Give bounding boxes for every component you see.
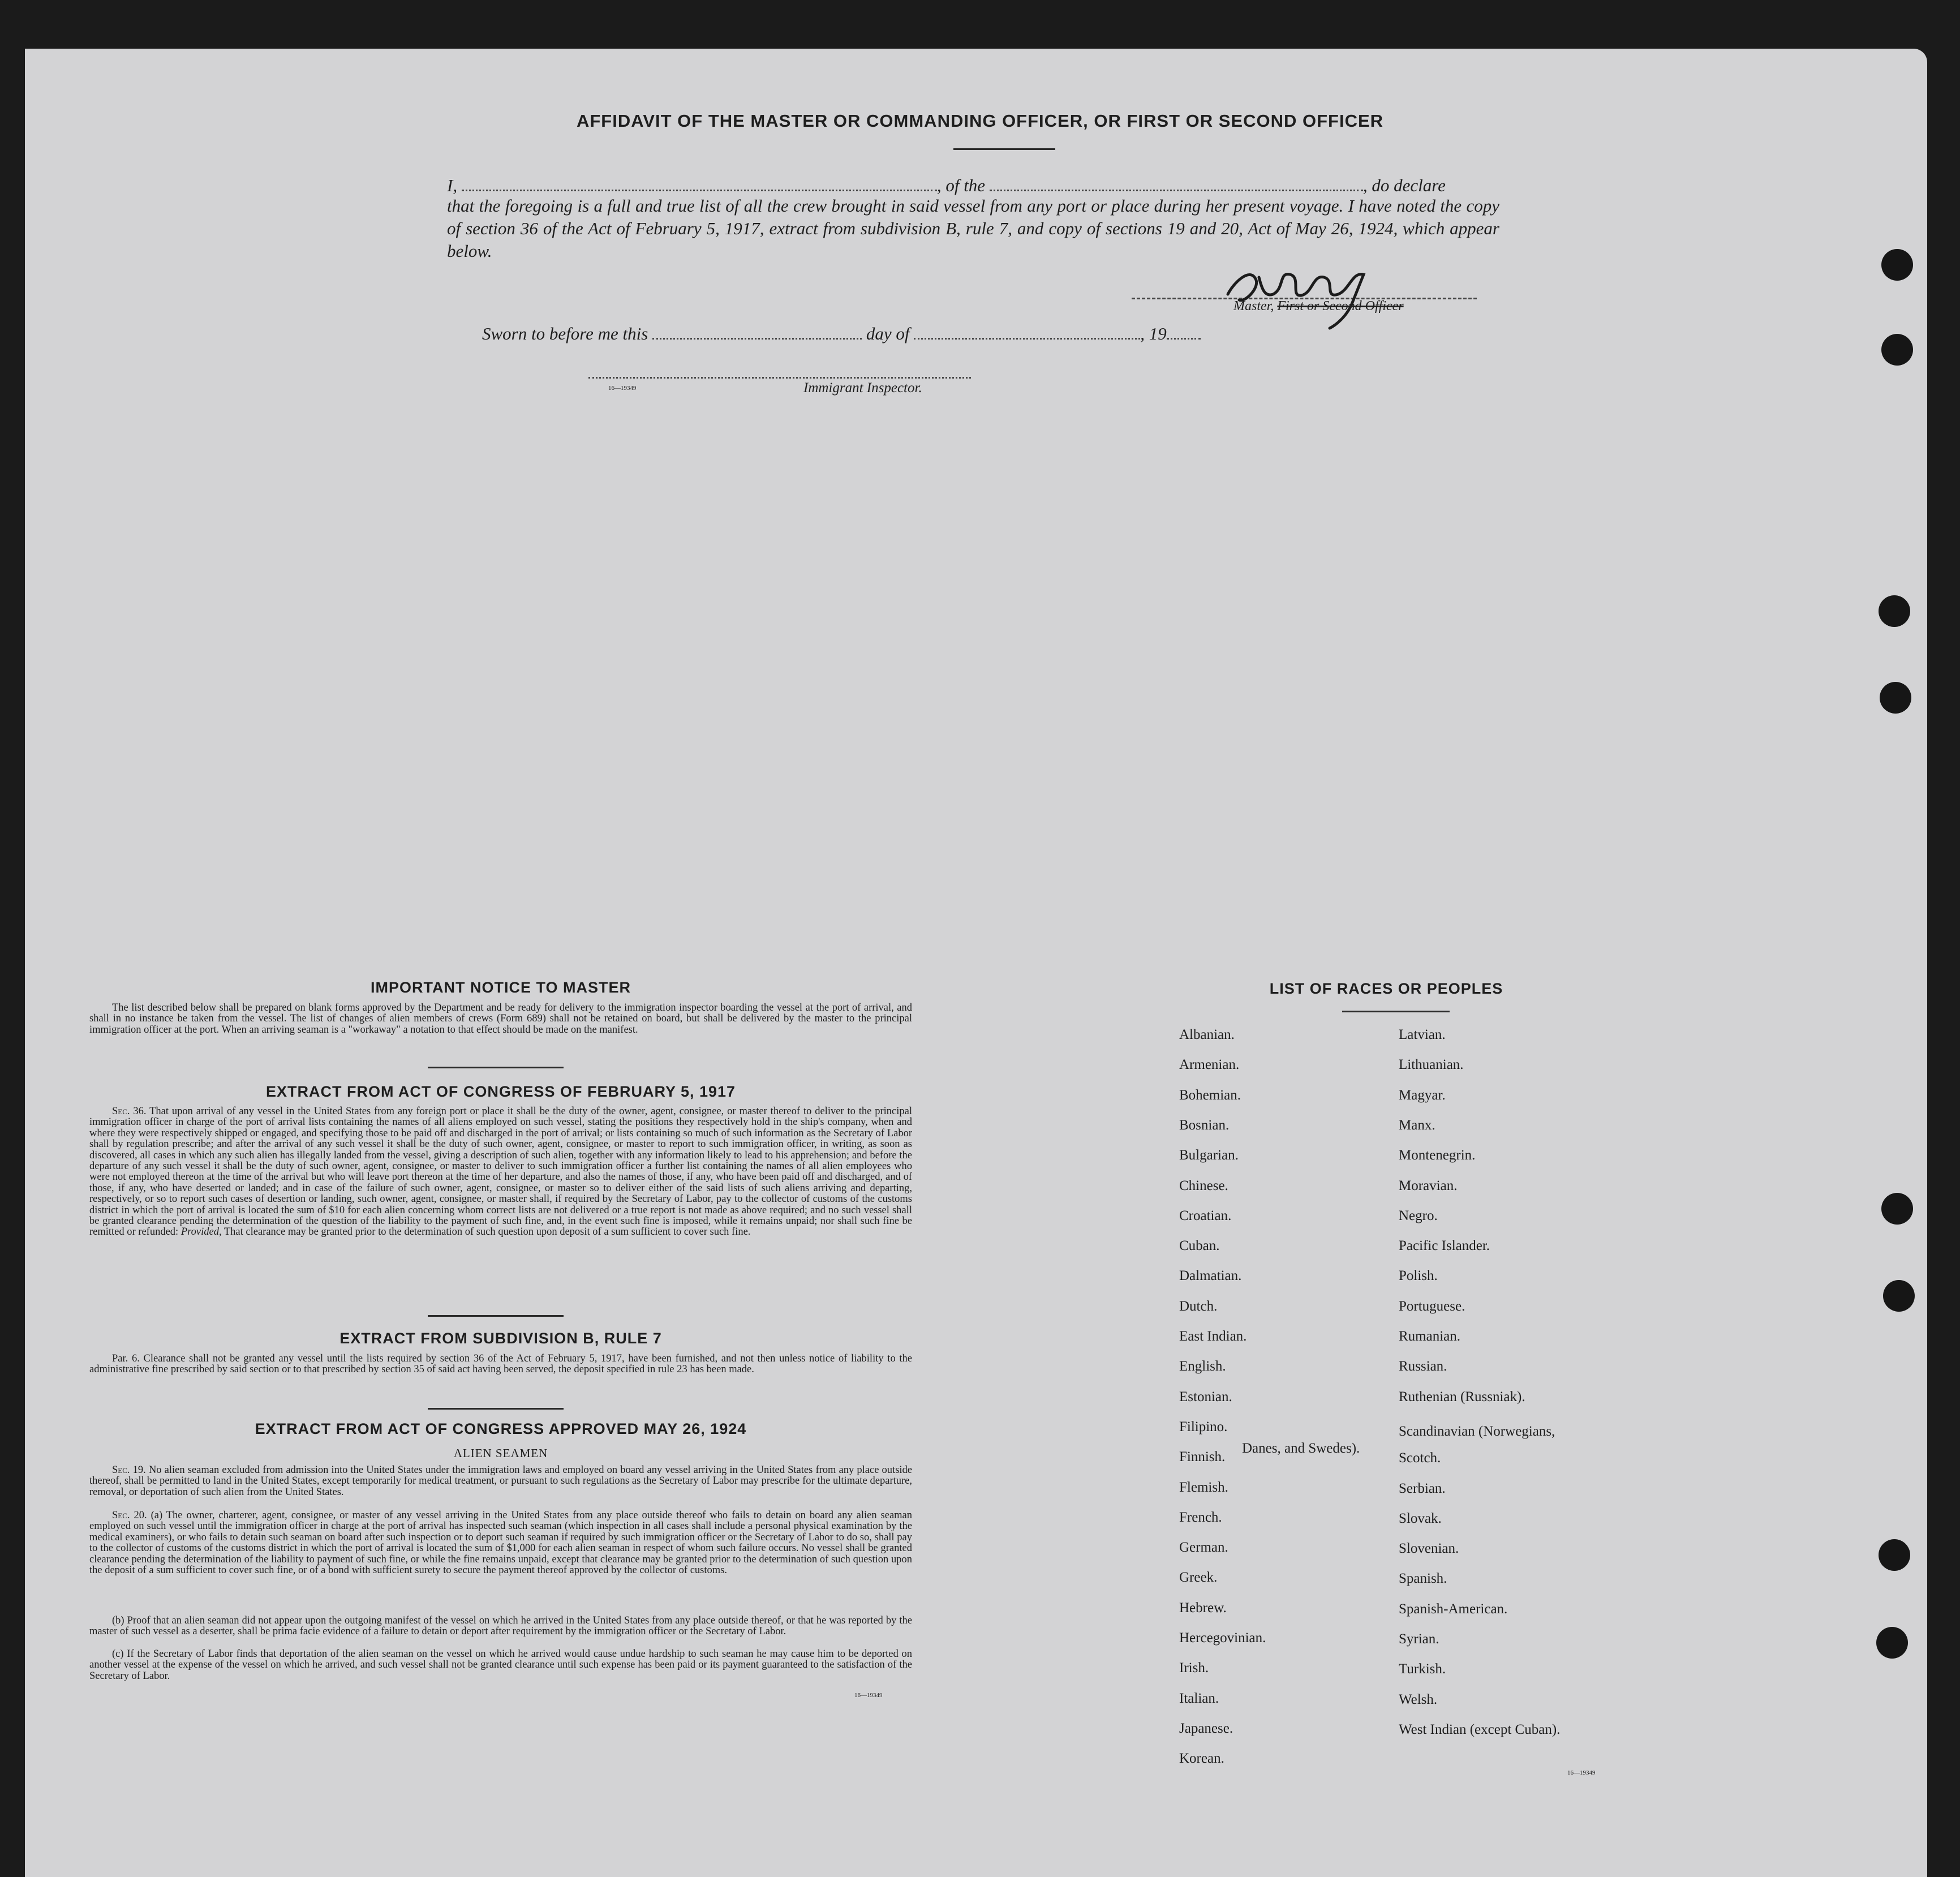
race-item: Croatian.	[1179, 1208, 1232, 1223]
master-signature	[1211, 249, 1398, 334]
extract-1917-title: EXTRACT FROM ACT OF CONGRESS OF FEBRUARY 5, 1917	[265, 1083, 736, 1100]
race-item: Turkish.	[1399, 1661, 1446, 1677]
race-item: Dutch.	[1179, 1298, 1218, 1314]
race-item: Slovak.	[1399, 1510, 1442, 1526]
race-item: Welsh.	[1399, 1691, 1438, 1707]
race-item: Moravian.	[1399, 1178, 1458, 1193]
binder-hole	[1881, 249, 1913, 281]
extract-1924-title: EXTRACT FROM ACT OF CONGRESS APPROVED MAY 26, 1924	[255, 1420, 747, 1437]
race-item: Japanese.	[1179, 1720, 1233, 1736]
race-item: Slovenian.	[1399, 1541, 1459, 1557]
affidavit-of-the: , of the	[936, 175, 986, 195]
race-item: Portuguese.	[1399, 1298, 1465, 1314]
alien-seamen-subtitle: ALIEN SEAMEN	[453, 1446, 548, 1460]
race-item: Italian.	[1179, 1690, 1219, 1706]
race-item: Greek.	[1179, 1570, 1218, 1586]
race-item: Serbian.	[1399, 1480, 1446, 1496]
sworn-line	[482, 324, 1201, 344]
race-item: Finnish.	[1179, 1449, 1226, 1465]
vessel-name-blank[interactable]	[990, 190, 1363, 191]
race-item: Lithuanian.	[1399, 1057, 1464, 1073]
race-item: Rumanian.	[1399, 1329, 1461, 1344]
race-item: Chinese.	[1179, 1178, 1228, 1193]
race-item: Spanish-American.	[1399, 1601, 1508, 1617]
races-form-number: 16—19349	[1567, 1769, 1596, 1776]
affidavit-do-declare: , do declare	[1362, 175, 1446, 195]
race-item: Hebrew.	[1179, 1600, 1227, 1616]
races-title: LIST OF RACES OR PEOPLES	[1269, 980, 1503, 997]
affidavit-i: I,	[447, 175, 458, 195]
race-item: Spanish.	[1399, 1571, 1447, 1587]
sec36-text: That upon arrival of any vessel in the United States from any foreign port or place it shall be the duty of the owner, agent, consignee, or master thereof to deliver to the principal immigration officer in charge of the port of arrival lists containing the names of all aliens employed on such vessel, stating the positions they respectively hold in the ship's company, when and where they were respectively shipped or engaged, and specifying those to be paid off and discharged in the port of arrival; or lists containing so much of such information as the Secretary of Labor shall by regulation prescribe; and after the arrival of any such vessel it shall be the duty of such owner, agent, consignee, or master to report to such immigration officer, in writing, as soon as discovered, all cases in which any such alien has illegally landed from the vessel, giving a description of such alien, together with any information likely to lead to his apprehension; and before the departure of any such vessel it shall be the duty of such owner, agent, consignee, or master to deliver to such immigration officer a further list containing the names of all alien employees who were not employed thereon at the time of the arrival but who will leave port thereon at the time of her departure, and also the names of those, if any, who have been paid off and discharged, and of those, if any, who have deserted or landed; and in case of the failure of such owner, agent, consignee, or master so to deliver either of the said lists of such aliens arriving and departing, respectively, or so to report such cases of desertion or landing, such owner, agent, consignee, or master shall, if required by the Secretary of Labor, pay to the collector of customs of the customs district in which the port of arrival is located the sum of $10 for each alien concerning whom correct lists are not delivered or a true report is not made as above required; and no such vessel shall be granted clearance pending the determination of the question of the liability to the payment of such fine, and, in the event such fine is imposed, while it remains unpaid; nor shall such fine be remitted or refunded:	[89, 1106, 912, 1238]
affidavit-form-number: 16—19349	[608, 385, 637, 392]
sec36-proviso: That clearance may be granted prior to the determination of such question upon deposit of a sum sufficient to cover such fine.	[223, 1226, 751, 1238]
race-item: Estonian.	[1179, 1389, 1232, 1404]
race-item: Danes, and Swedes).	[1242, 1440, 1360, 1456]
section-divider	[428, 1315, 564, 1317]
signature-caption	[1233, 299, 1404, 314]
race-item: East Indian.	[1179, 1329, 1247, 1344]
section-divider	[428, 1408, 564, 1410]
extract-1917-text	[89, 1106, 912, 1238]
race-item: Syrian.	[1399, 1631, 1439, 1647]
binder-hole	[1883, 1280, 1915, 1312]
notice-form-number: 16—19349	[854, 1692, 883, 1699]
signature-struck-role: First or Second Officer	[1277, 299, 1404, 313]
sec20-label: Sec. 20.	[112, 1510, 147, 1521]
sworn-month-blank[interactable]	[914, 338, 1140, 340]
sworn-prefix: Sworn to before me this	[482, 324, 648, 343]
document-page	[25, 49, 1927, 1877]
binder-hole	[1880, 682, 1911, 714]
race-item: Russian.	[1399, 1359, 1447, 1375]
notice-text: The list described below shall be prepared on blank forms approved by the Department and be ready for delivery to the immigration inspector boarding the vessel at the port of arrival, and shall in no instance be taken from the vessel. The list of changes of alien members of crews (Form 689) shall not be retained on board, but shall be delivered by the master to the principal immigration officer at the port. When an arriving seaman is a "workaway" a notation to that effect should be made on the manifest.	[89, 1002, 912, 1036]
extract-rule7-title: EXTRACT FROM SUBDIVISION B, RULE 7	[339, 1330, 662, 1347]
sec36-label: Sec. 36.	[112, 1106, 147, 1117]
title-divider	[953, 148, 1055, 150]
sec19-text	[89, 1465, 912, 1498]
sec20a-body: (a) The owner, charterer, agent, consignee, or master of any vessel arriving in the United States from any place outside thereof who fails to detain on board any alien seaman employed on such vessel until the immigration officer in charge at the port of arrival has inspected such seaman (which inspection in all cases shall include a personal physical examination by the medical examiners), or who fails to detain such seaman on board after such inspection or to deport such seaman if required by such immigration officer or the Secretary of Labor to do so, shall pay to the collector of customs of the customs district in which the port of arrival is located the sum of $1,000 for each alien seaman in respect of whom such failure occurs. No vessel shall be granted clearance pending the determination of the liability to payment of such fine, or while the fine remains unpaid, except that clearance may be granted prior to the determination of such question upon the deposit of a sum sufficient to cover such fine, or of a bond with sufficient surety to secure the payment thereof approved by the collector of customs.	[89, 1510, 913, 1577]
sworn-day-of: day of	[866, 324, 910, 343]
race-item: Irish.	[1179, 1660, 1209, 1676]
race-item: Bulgarian.	[1179, 1148, 1239, 1163]
race-item: Cuban.	[1179, 1238, 1220, 1254]
proviso-word: Provided,	[180, 1226, 222, 1238]
inspector-signature-line	[588, 377, 971, 379]
race-item: Flemish.	[1179, 1479, 1228, 1495]
binder-hole	[1879, 1539, 1910, 1571]
race-item: Ruthenian (Russniak).	[1399, 1389, 1525, 1404]
race-item: Korean.	[1179, 1751, 1224, 1767]
race-item: Armenian.	[1179, 1057, 1240, 1073]
sec20a-text	[89, 1510, 912, 1576]
sec20c-text: (c) If the Secretary of Labor finds that deportation of the alien seaman on the vessel on which he arrived would cause undue hardship to such seaman he may cause him to be deported on another vessel at the expense of the vessel on which he arrived, and such vessel shall not be granted clearance until such expense has been paid or its payment guaranteed to the satisfaction of the Secretary of Labor.	[89, 1648, 912, 1682]
race-item: Filipino.	[1179, 1419, 1228, 1434]
affidavit-declaration-line	[447, 175, 1446, 196]
race-item: English.	[1179, 1359, 1226, 1375]
race-item: Hercegovinian.	[1179, 1630, 1266, 1646]
race-item: Polish.	[1399, 1268, 1438, 1284]
race-item: West Indian (except Cuban).	[1399, 1721, 1561, 1737]
affidavit-title: AFFIDAVIT OF THE MASTER OR COMMANDING OFFICER, OR FIRST OR SECOND OFFICER	[576, 111, 1384, 131]
sworn-year: , 19	[1140, 324, 1167, 343]
sec19-body: No alien seaman excluded from admission into the United States under the immigration laws and employed on board any vessel arriving in the United States from any place outside thereof, shall be permitted to land in the United States, except temporarily for medical treatment, or pursuant to such regulations as the Secretary of Labor may prescribe for the ultimate departure, removal, or deportation of such alien from the United States.	[89, 1464, 912, 1498]
race-item: Negro.	[1399, 1208, 1438, 1223]
sworn-year-blank[interactable]	[1167, 338, 1201, 340]
extract-rule7-text: Par. 6. Clearance shall not be granted any vessel until the lists required by section 36 of the Act of February 5, 1917, have been furnished, and not then unless notice of liability to the administrative fine prescribed by said section or to that prescribed by section 35 of said act having been served, the deposit specified in rule 23 has been made.	[89, 1353, 912, 1376]
immigrant-inspector-label: Immigrant Inspector.	[803, 380, 922, 396]
race-item: Latvian.	[1399, 1027, 1446, 1042]
binder-hole	[1876, 1627, 1908, 1659]
races-title-divider	[1342, 1011, 1450, 1012]
race-item: French.	[1179, 1509, 1222, 1525]
signature-role: Master,	[1233, 299, 1274, 313]
binder-hole	[1881, 334, 1913, 366]
master-name-blank[interactable]	[462, 190, 937, 191]
race-item: Dalmatian.	[1179, 1268, 1242, 1284]
race-item: Montenegrin.	[1399, 1148, 1476, 1163]
binder-hole	[1879, 595, 1910, 627]
race-item: Magyar.	[1399, 1087, 1446, 1103]
race-item: German.	[1179, 1540, 1228, 1556]
race-item: Manx.	[1399, 1117, 1435, 1133]
race-item: Bohemian.	[1179, 1087, 1241, 1103]
race-item: Scandinavian (Norwegians,	[1399, 1423, 1555, 1439]
race-item: Albanian.	[1179, 1027, 1235, 1042]
notice-title: IMPORTANT NOTICE TO MASTER	[371, 979, 631, 996]
race-item: Pacific Islander.	[1399, 1238, 1490, 1254]
sec19-label: Sec. 19.	[112, 1464, 146, 1476]
binder-hole	[1881, 1193, 1913, 1225]
race-item: Scotch.	[1399, 1450, 1441, 1466]
sec20b-text: (b) Proof that an alien seaman did not appear upon the outgoing manifest of the vessel on which he arrived in the United States from any place outside thereof, or that he was reported by the master of such vessel as a deserter, shall be prima facie evidence of a failure to detain or deport after requirement by the immigration officer or the Secretary of Labor.	[89, 1615, 912, 1638]
race-item: Bosnian.	[1179, 1117, 1230, 1133]
sworn-day-blank[interactable]	[652, 338, 862, 340]
section-divider	[428, 1067, 564, 1068]
affidavit-statement: that the foregoing is a full and true list of all the crew brought in said vessel from any port or place during her present voyage. I have noted the copy of section 36 of the Act of February 5, 1917, extract from subdivision B, rule 7, and copy of sections 19 and 20, Act of May 26, 1924, which appear below.	[447, 196, 1499, 261]
